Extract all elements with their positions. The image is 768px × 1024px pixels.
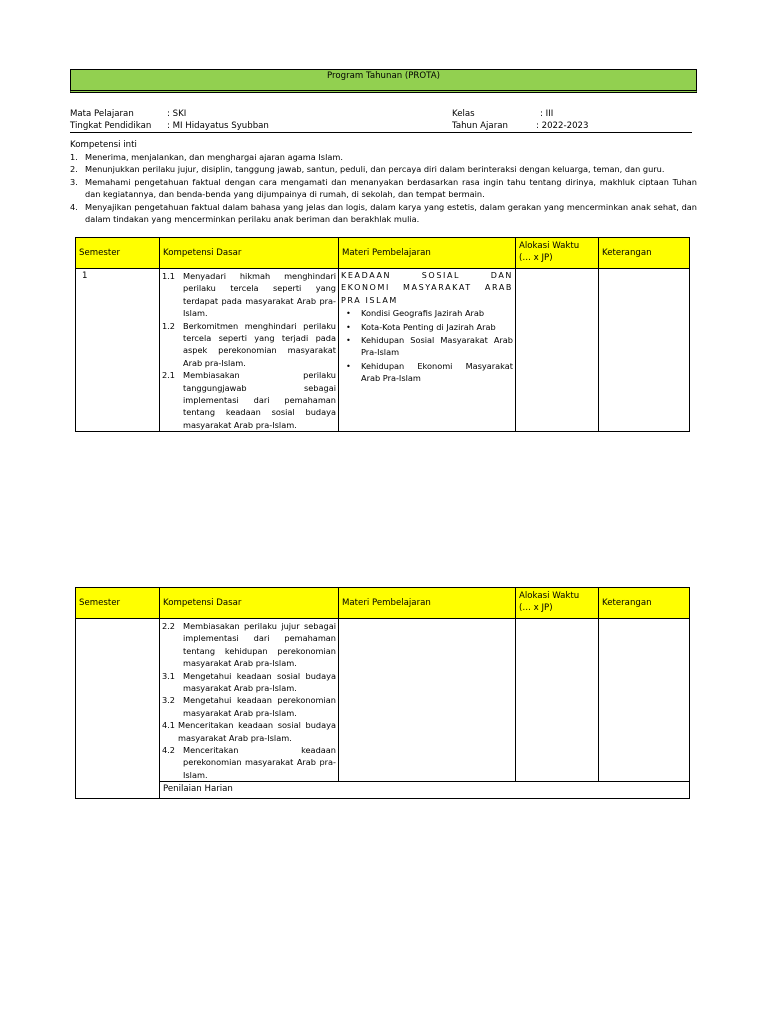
kd-number: 3.1 (162, 670, 176, 681)
penilaian-harian-cell: Penilaian Harian (160, 782, 690, 799)
table-header-row (76, 588, 690, 619)
kd-item (162, 320, 336, 370)
ki-text: Menunjukkan perilaku jujur, disiplin, tanggung jawab, santun, peduli, dan percaya diri dalam berinteraksi dengan keluarga, teman, dan guru. (85, 164, 665, 175)
mapel-value: : SKI (167, 109, 187, 119)
kd-item (162, 369, 336, 431)
ki-item (70, 176, 697, 201)
kd-item (162, 270, 336, 320)
keterangan-cell (599, 619, 690, 782)
header-kompetensi-dasar: Kompetensi Dasar (160, 238, 339, 269)
kd-number: 4.2 (162, 745, 176, 756)
kd-text: Membiasakan perilaku tanggungjawab sebagai implementasi dari pemahaman tentang keadaan sosial budaya masyarakat Arab pra-Islam. (183, 370, 336, 430)
table-row (76, 269, 690, 432)
document-title: Program Tahunan (PROTA) (70, 69, 697, 93)
table-row (76, 782, 690, 799)
header-alokasi-waktu (516, 588, 599, 619)
info-row-1 (70, 108, 692, 120)
materi-cell (339, 619, 516, 782)
ki-text: Menerima, menjalankan, dan menghargai ajaran agama Islam. (85, 152, 343, 162)
kd-item (162, 694, 336, 719)
table-header-row (76, 238, 690, 269)
kelas-value: : III (540, 109, 554, 119)
kelas-label: Kelas (452, 109, 475, 119)
materi-heading: KEADAAN SOSIAL DAN EKONOMI MASYARAKAT ARAB PRA ISLAM (341, 271, 513, 305)
header-semester: Semester (76, 238, 160, 269)
kd-number: 2.1 (162, 370, 176, 381)
header-keterangan: Keterangan (599, 238, 690, 269)
kd-text: Menceritakan keadaan sosial budaya masyarakat Arab pra-Islam. (178, 720, 336, 743)
ki-number: 1. (70, 152, 78, 162)
header-alokasi-line2: (… x JP) (519, 253, 553, 263)
kd-item (162, 670, 336, 695)
ki-text: Memahami pengetahuan faktual dengan cara mengamati dan menanyakan berdasarkan rasa ingin tahu tentang dirinya, makhluk ciptaan Tuhan dan kegiatannya, dan benda-benda yang dijumpainya di rumah, di sekolah, dan tempat bermain. (85, 176, 697, 200)
tahun-value: : 2022-2023 (536, 121, 589, 131)
kd-text: Menyadari hikmah menghindari perilaku tercela seperti yang terdapat pada masyarakat Arab pra-Islam. (183, 271, 336, 319)
materi-item: • Kondisi Geografis Jazirah Arab (341, 307, 513, 319)
prota-table-2 (75, 587, 690, 799)
materi-item: • Kehidupan Ekonomi Masyarakat Arab Pra-Islam (341, 360, 513, 385)
prota-table-1 (75, 237, 690, 432)
ki-item (70, 163, 697, 175)
kd-item (162, 744, 336, 781)
ki-number: 2. (70, 164, 78, 175)
info-row-2 (70, 120, 692, 132)
ki-item (70, 151, 697, 163)
kompetensi-dasar-cell (160, 619, 339, 782)
header-alokasi-waktu (516, 238, 599, 269)
ki-number: 4. (70, 201, 78, 212)
kd-number: 1.1 (162, 271, 176, 281)
header-kompetensi-dasar: Kompetensi Dasar (160, 588, 339, 619)
semester-cell (76, 619, 160, 799)
kompetensi-dasar-cell (160, 269, 339, 432)
materi-item: • Kehidupan Sosial Masyarakat Arab Pra-Islam (341, 334, 513, 359)
alokasi-cell (516, 619, 599, 782)
header-materi: Materi Pembelajaran (339, 588, 516, 619)
header-materi: Materi Pembelajaran (339, 238, 516, 269)
ki-item (70, 201, 697, 226)
materi-item: • Kota-Kota Penting di Jazirah Arab (341, 321, 513, 333)
kd-item (162, 719, 336, 744)
header-alokasi-line2: (… x JP) (519, 603, 553, 613)
kompetensi-inti-list (70, 151, 697, 225)
tingkat-label: Tingkat Pendidikan (70, 121, 152, 131)
header-keterangan: Keterangan (599, 588, 690, 619)
table-row (76, 619, 690, 782)
tingkat-value: : MI Hidayatus Syubban (167, 121, 269, 131)
tahun-label: Tahun Ajaran (452, 121, 508, 131)
kd-item (162, 620, 336, 670)
kd-number: 2.2 (162, 621, 176, 631)
semester-cell: 1 (76, 269, 160, 432)
kd-text: Berkomitmen menghindari perilaku tercela seperti yang terjadi pada aspek perekonomian masyarakat Arab pra-Islam. (183, 320, 336, 368)
materi-list (341, 307, 513, 384)
kd-text: Mengetahui keadaan sosial budaya masyarakat Arab pra-Islam. (183, 670, 336, 694)
kd-text: Membiasakan perilaku jujur sebagai implementasi dari pemahaman tentang kehidupan perekonomian masyarakat Arab pra-Islam. (183, 621, 336, 669)
info-divider (70, 132, 692, 133)
alokasi-cell (516, 269, 599, 432)
header-semester: Semester (76, 588, 160, 619)
kd-text: Mengetahui keadaan perekonomian masyarakat Arab pra-Islam. (183, 695, 336, 718)
kd-text: Menceritakan keadaan perekonomian masyarakat Arab pra-Islam. (183, 745, 336, 780)
mapel-label: Mata Pelajaran (70, 109, 134, 119)
kd-number: 4.1 (162, 720, 176, 731)
kd-number: 1.2 (162, 320, 176, 331)
keterangan-cell (599, 269, 690, 432)
header-alokasi-line1: Alokasi Waktu (519, 241, 580, 251)
header-alokasi-line1: Alokasi Waktu (519, 591, 580, 601)
materi-cell (339, 269, 516, 432)
kd-number: 3.2 (162, 695, 176, 706)
ki-number: 3. (70, 176, 78, 187)
ki-text: Menyajikan pengetahuan faktual dalam bahasa yang jelas dan logis, dalam karya yang estetis, dalam gerakan yang mencerminkan anak sehat, dan dalam tindakan yang mencerminkan perilaku anak beriman dan berakhlak mulia. (85, 201, 697, 225)
kompetensi-inti-heading: Kompetensi inti (70, 140, 137, 150)
